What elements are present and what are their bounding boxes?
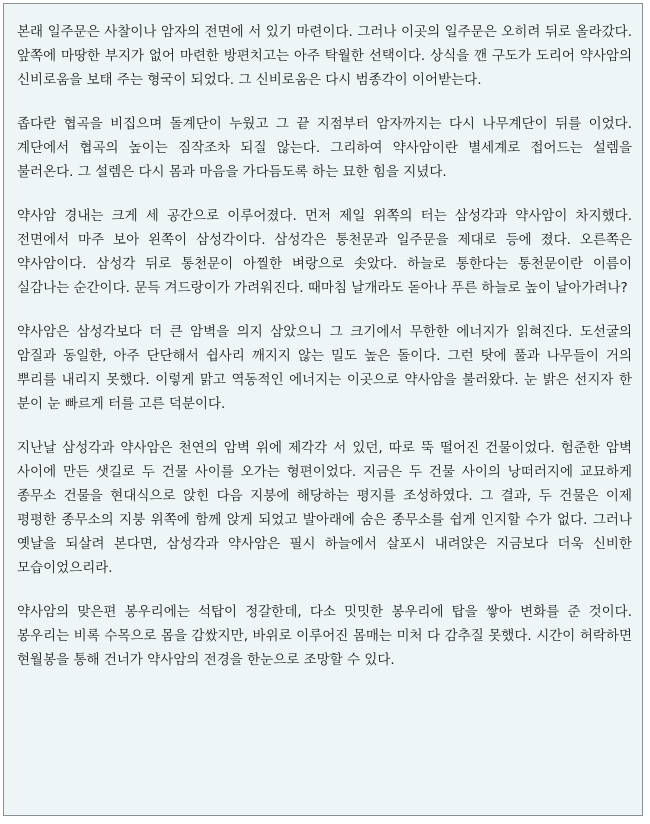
paragraph-5: 지난날 삼성각과 약사암은 천연의 암벽 위에 제각각 서 있던, 따로 뚝 떨어진 건물이었다. 험준한 암벽 사이에 만든 샛길로 두 건물 사이를 오가는 형편이었다. 지금은 두 건물 사이의 낭떠러지에 교묘하게 종무소 건물을 현대식으로 앉힌 다음 지붕에 해당하는 평지를 조성하였다. 그 결과, 두 건물은 이제 평평한 종무소의 지붕 위쪽에 함께 앉게 되었고 발아래에 숨은 종무소를 쉽게 인지할 수가 없다. 그러나 옛날을 되살려 본다면, 삼성각과 약사암은 필시 하늘에서 살포시 내려앉은 지금보다 더욱 신비한 모습이었으리라. bbox=[17, 440, 632, 576]
paragraph-3: 약사암 경내는 크게 세 공간으로 이루어졌다. 먼저 제일 위쪽의 터는 삼성각과 약사암이 차지했다. 전면에서 마주 보아 왼쪽이 삼성각이다. 삼성각은 통천문과 일주문을 제대로 등에 졌다. 오른쪽은 약사암이다. 삼성각 뒤로 통천문이 아찔한 벼랑으로 솟았다. 하늘로 통한다는 통천문이란 이름이 실감나는 순간이다. 문득 겨드랑이가 가려워진다. 때마침 날개라도 돋아나 푸른 하늘로 높이 날아가려나? bbox=[17, 208, 632, 296]
paragraph-6: 약사암의 맞은편 봉우리에는 석탑이 정갈한데, 다소 밋밋한 봉우리에 탑을 쌓아 변화를 준 것이다. 봉우리는 비록 수목으로 몸을 감쌌지만, 바위로 이루어진 몸매는 미처 다 감추질 못했다. 시간이 허락하면 현월봉을 통해 건너가 약사암의 전경을 한눈으로 조망할 수 있다. bbox=[17, 604, 632, 668]
text-panel bbox=[3, 3, 643, 816]
paragraph-1: 본래 일주문은 사찰이나 암자의 전면에 서 있기 마련이다. 그러나 이곳의 일주문은 오히려 뒤로 올라갔다. 앞쪽에 마땅한 부지가 없어 마련한 방편치고는 아주 탁월한 선택이다. 상식을 깬 구도가 도리어 약사암의 신비로움을 보태 주는 형국이 되었다. 그 신비로움은 다시 범종각이 이어받는다. bbox=[17, 24, 632, 88]
paragraph-2: 좁다란 협곡을 비집으며 돌계단이 누웠고 그 끝 지점부터 암자까지는 다시 나무계단이 뒤를 이었다. 계단에서 협곡의 높이는 짐작조차 되질 않는다. 그리하여 약사암이란 별세계로 접어드는 설렘을 불러온다. 그 설렘은 다시 몸과 마음을 가다듬도록 하는 묘한 힘을 지녔다. bbox=[17, 116, 632, 180]
paragraph-4: 약사암은 삼성각보다 더 큰 암벽을 의지 삼았으니 그 크기에서 무한한 에너지가 읽혀진다. 도선굴의 암질과 동일한, 아주 단단해서 쉽사리 깨지지 않는 밀도 높은 돌이다. 그런 탓에 풀과 나무들이 거의 뿌리를 내리지 못했다. 이렇게 맑고 역동적인 에너지는 이곳으로 약사암을 불러왔다. 눈 밝은 선지자 한 분이 눈 빠르게 터를 고른 덕분이다. bbox=[17, 324, 632, 412]
